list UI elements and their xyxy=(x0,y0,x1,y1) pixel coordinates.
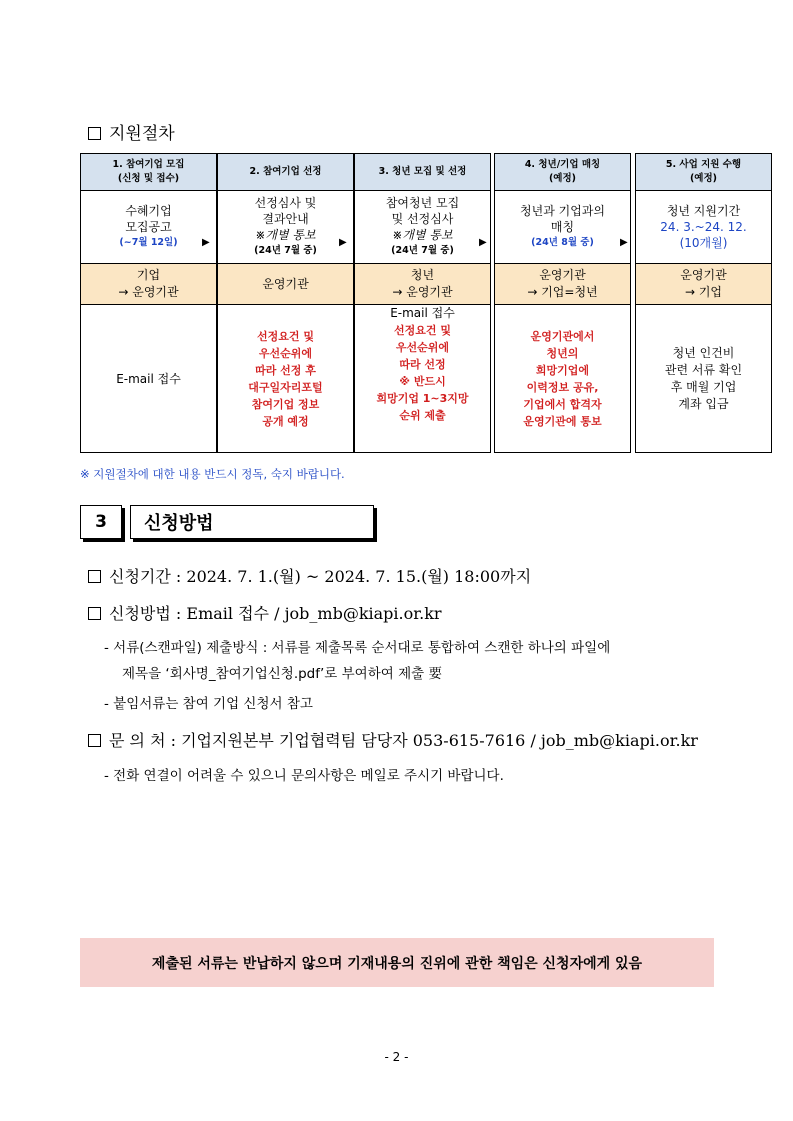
step-description xyxy=(495,191,630,263)
step-description xyxy=(81,191,216,263)
procedure-step-4 xyxy=(494,153,631,453)
step-organization-line: 운영기관 xyxy=(539,268,586,282)
step-organization-line: → 기업 xyxy=(684,285,723,299)
step-organization xyxy=(636,263,771,305)
step-description-line: (10개월) xyxy=(679,236,728,250)
section3-number: 3 xyxy=(95,512,107,532)
step-note-line: E-mail 접수 xyxy=(390,306,455,320)
step-note xyxy=(81,305,216,453)
step-note-line: 우선순위에 xyxy=(395,341,450,354)
step-note-line: 후 매월 기업 xyxy=(670,380,737,394)
method-sub-line-1a: - 서류(스캔파일) 제출방식 : 서류를 제출목록 순서대로 통합하여 스캔한 하나의 파일에 xyxy=(104,640,611,656)
step-organization-line: 청년 xyxy=(410,268,435,282)
step-note xyxy=(495,305,630,453)
step-header-line: (예정) xyxy=(548,173,577,184)
step-description-line: 선정심사 및 xyxy=(254,196,317,210)
step-note-line: 따라 선정 후 xyxy=(255,364,316,377)
step-organization xyxy=(218,263,353,305)
checkbox-square-icon xyxy=(88,607,101,620)
step-note-line: 희망기업 1~3지망 xyxy=(376,392,469,405)
step-header-line: (신청 및 접수) xyxy=(117,173,180,184)
apply-contact xyxy=(88,728,698,751)
apply-method xyxy=(88,601,442,624)
step-description-line: (24년 8월 중) xyxy=(531,237,594,248)
checkbox-square-icon xyxy=(88,127,101,140)
step-header-line: 3. 청년 모집 및 선정 xyxy=(378,166,467,177)
step-note-line: 공개 예정 xyxy=(262,415,309,428)
step-organization xyxy=(81,263,216,305)
step-description xyxy=(355,191,490,263)
step-note-line: 따라 선정 xyxy=(399,358,446,371)
step-description-line: 모집공고 xyxy=(125,220,172,234)
step-description-line: (~7월 12일) xyxy=(119,237,178,248)
section3-number-box xyxy=(80,505,122,539)
step-organization-line: → 운영기관 xyxy=(392,285,453,299)
step-description-line: 매칭 xyxy=(550,220,575,234)
step-note-line: 청년의 xyxy=(546,347,579,360)
step-note xyxy=(218,305,353,453)
step-description-line: 24. 3.~24. 12. xyxy=(660,220,747,234)
notice-bar xyxy=(80,938,714,987)
step-description-line: 청년 지원기간 xyxy=(666,204,741,218)
step-note-line: 관련 서류 확인 xyxy=(664,363,743,377)
section-procedure-heading xyxy=(88,119,175,144)
step-organization-line: → 기업=청년 xyxy=(527,285,598,299)
step-note-line: 선정요건 및 xyxy=(394,324,451,337)
step-note-line: 기업에서 합격자 xyxy=(523,398,602,411)
contact-sub-line: - 전화 연결이 어려울 수 있으니 문의사항은 메일로 주시기 바랍니다. xyxy=(104,768,504,784)
apply-contact-text: 문 의 처 : 기업지원본부 기업협력팀 담당자 053-615-7616 / job_mb@kiapi.or.kr xyxy=(109,731,698,750)
step-organization-line: 기업 xyxy=(136,268,161,282)
step-header xyxy=(218,154,353,191)
step-header xyxy=(495,154,630,191)
step-description-line: ※개별 통보 xyxy=(392,228,453,242)
step-header xyxy=(355,154,490,191)
step-description xyxy=(218,191,353,263)
step-description xyxy=(636,191,771,263)
section3-title-box xyxy=(130,505,374,539)
step-header-line: 1. 참여기업 모집 xyxy=(112,159,185,170)
apply-method-text: 신청방법 : Email 접수 / job_mb@kiapi.or.kr xyxy=(109,604,442,623)
step-note-line: 운영기관에서 xyxy=(530,330,595,343)
notice-text: 제출된 서류는 반납하지 않으며 기재내용의 진위에 관한 책임은 신청자에게 있음 xyxy=(151,955,643,972)
method-sub-line-2: - 붙임서류는 참여 기업 신청서 참고 xyxy=(104,696,313,712)
page-number: - 2 - xyxy=(384,1050,409,1064)
step-note-line: E-mail 접수 xyxy=(116,371,181,386)
step-note-line: 청년 인건비 xyxy=(672,346,735,360)
step-description-line: 수혜기업 xyxy=(125,204,172,218)
step-note-line: 우선순위에 xyxy=(258,347,313,360)
checkbox-square-icon xyxy=(88,570,101,583)
step-note-line: 참여기업 정보 xyxy=(251,398,320,411)
step-description-line: ※개별 통보 xyxy=(255,228,316,242)
step-arrow-icon: ▶ xyxy=(202,237,210,248)
step-note-line: ※ 반드시 xyxy=(399,375,446,388)
section-procedure-title: 지원절차 xyxy=(109,124,175,144)
step-description-line: 청년과 기업과의 xyxy=(520,204,605,218)
step-description-line: (24년 7월 중) xyxy=(391,245,454,256)
step-note xyxy=(636,305,771,453)
step-header xyxy=(636,154,771,191)
step-organization xyxy=(355,263,490,305)
step-header-line: 5. 사업 지원 수행 xyxy=(665,159,742,170)
step-header-line: (예정) xyxy=(689,173,718,184)
step-description-line: 결과안내 xyxy=(262,212,309,226)
apply-period xyxy=(88,564,531,587)
step-note-line: 순위 제출 xyxy=(399,409,446,422)
apply-period-text: 신청기간 : 2024. 7. 1.(월) ~ 2024. 7. 15.(월) 18:00까지 xyxy=(109,567,532,586)
step-arrow-icon: ▶ xyxy=(479,237,487,248)
procedure-note: ※ 지원절차에 대한 내용 반드시 정독, 숙지 바랍니다. xyxy=(80,467,345,481)
step-header-line: 2. 참여기업 선정 xyxy=(249,166,322,177)
step-organization-line: 운영기관 xyxy=(680,268,727,282)
procedure-step-1 xyxy=(80,153,217,453)
procedure-step-2 xyxy=(217,153,354,453)
step-note-line: 희망기업에 xyxy=(535,364,590,377)
step-arrow-icon: ▶ xyxy=(620,237,628,248)
step-header xyxy=(81,154,216,191)
step-note xyxy=(355,305,490,453)
procedure-step-5 xyxy=(635,153,772,453)
checkbox-square-icon xyxy=(88,734,101,747)
step-note-line: 이력정보 공유, xyxy=(526,381,599,394)
step-header-line: 4. 청년/기업 매칭 xyxy=(524,159,601,170)
step-organization xyxy=(495,263,630,305)
step-description-line: (24년 7월 중) xyxy=(254,245,317,256)
step-description-line: 및 선정심사 xyxy=(391,212,454,226)
step-note-line: 선정요건 및 xyxy=(257,330,314,343)
method-sub-line-1b: 제목을 ‘회사명_참여기업신청.pdf’로 부여하여 제출 要 xyxy=(122,666,442,682)
step-organization-line: → 운영기관 xyxy=(118,285,179,299)
step-arrow-icon: ▶ xyxy=(339,237,347,248)
step-note-line: 운영기관에 통보 xyxy=(523,415,602,428)
step-note-line: 대구일자리포털 xyxy=(248,381,323,394)
step-organization-line: 운영기관 xyxy=(262,276,309,291)
step-note-line: 계좌 입금 xyxy=(678,397,729,411)
section3-title: 신청방법 xyxy=(144,513,214,534)
step-description-line: 참여청년 모집 xyxy=(385,196,460,210)
procedure-step-3 xyxy=(354,153,491,453)
